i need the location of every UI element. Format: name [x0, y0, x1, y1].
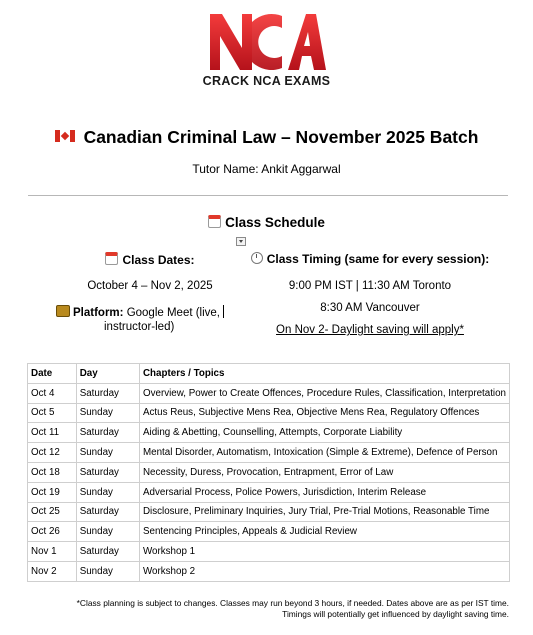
cell-day: Saturday — [76, 423, 139, 443]
cell-date: Oct 26 — [28, 522, 77, 542]
cell-date: Oct 4 — [28, 383, 77, 403]
calendar-icon — [208, 215, 221, 228]
cell-day: Saturday — [76, 383, 139, 403]
column-header-topics: Chapters / Topics — [139, 364, 509, 384]
column-header-day: Day — [76, 364, 139, 384]
platform-value-line-1: Google Meet (live, — [126, 307, 221, 319]
table-row — [28, 443, 510, 463]
class-dates-value: October 4 – Nov 2, 2025 — [87, 280, 213, 292]
cell-day: Sunday — [76, 482, 139, 502]
tutor-name: Tutor Name: Ankit Aggarwal — [192, 162, 341, 176]
footnote-line-2: Timings will potentially get influenced by daylight saving time. — [282, 609, 509, 619]
class-timing-heading-text: Class Timing (same for every session): — [266, 252, 490, 266]
cell-day: Saturday — [76, 502, 139, 522]
class-dates-heading-text: Class Dates: — [122, 253, 195, 267]
brand-logo — [0, 10, 533, 102]
footnote — [29, 598, 509, 620]
table-row — [28, 542, 510, 562]
cell-day: Sunday — [76, 522, 139, 542]
cell-day: Sunday — [76, 403, 139, 423]
table-row — [28, 502, 510, 522]
daylight-saving-note: On Nov 2- Daylight saving will apply* — [276, 324, 464, 336]
table-row — [28, 561, 510, 581]
table-row — [28, 403, 510, 423]
text-cursor — [223, 305, 224, 318]
cell-day: Sunday — [76, 443, 139, 463]
class-schedule-heading-text: Class Schedule — [225, 215, 325, 230]
table-row — [28, 482, 510, 502]
cell-date: Oct 11 — [28, 423, 77, 443]
cell-topics: Disclosure, Preliminary Inquiries, Jury Trial, Pre-Trial Motions, Reasonable Time — [139, 502, 509, 522]
table-row — [28, 462, 510, 482]
cell-day: Saturday — [76, 542, 139, 562]
cell-date: Nov 1 — [28, 542, 77, 562]
table-row — [28, 383, 510, 403]
timing-line-2: 8:30 AM Vancouver — [320, 302, 420, 314]
chevron-down-icon — [239, 240, 243, 243]
table-row — [28, 423, 510, 443]
platform-value-line-2: instructor-led) — [104, 321, 175, 333]
class-timing-section — [250, 252, 490, 336]
cell-topics: Aiding & Abetting, Counselling, Attempts, Corporate Liability — [139, 423, 509, 443]
desktop-computer-icon — [56, 305, 70, 317]
class-timing-heading — [250, 252, 490, 266]
chip-dropdown-button[interactable] — [236, 237, 246, 246]
platform-label: Platform: — [73, 307, 124, 319]
cell-topics: Sentencing Principles, Appeals & Judicial Review — [139, 522, 509, 542]
cell-date: Oct 12 — [28, 443, 77, 463]
table-header-row — [28, 364, 510, 384]
column-header-date: Date — [28, 364, 77, 384]
cell-date: Oct 18 — [28, 462, 77, 482]
nca-logo-icon — [208, 10, 326, 72]
cell-day: Saturday — [76, 462, 139, 482]
cell-day: Sunday — [76, 561, 139, 581]
cell-topics: Workshop 2 — [139, 561, 509, 581]
class-schedule-heading — [0, 215, 533, 230]
class-dates-section — [50, 252, 250, 292]
cell-topics: Necessity, Duress, Provocation, Entrapment, Error of Law — [139, 462, 509, 482]
horizontal-divider — [28, 195, 508, 196]
timing-line-1: 9:00 PM IST | 11:30 AM Toronto — [288, 280, 452, 292]
class-dates-heading — [50, 252, 250, 267]
cell-topics: Adversarial Process, Police Powers, Jurisdiction, Interim Release — [139, 482, 509, 502]
table-row — [28, 522, 510, 542]
title-text: Canadian Criminal Law – November 2025 Batch — [83, 127, 479, 147]
cell-topics: Workshop 1 — [139, 542, 509, 562]
cell-topics: Actus Reus, Subjective Mens Rea, Objective Mens Rea, Regulatory Offences — [139, 403, 509, 423]
platform-info — [56, 305, 256, 334]
footnote-line-1: *Class planning is subject to changes. Classes may run beyond 3 hours, if needed. Dates above are as per IST time. — [76, 598, 509, 608]
cell-date: Oct 5 — [28, 403, 77, 423]
cell-date: Nov 2 — [28, 561, 77, 581]
cell-date: Oct 19 — [28, 482, 77, 502]
logo-text: CRACK NCA EXAMS — [202, 74, 331, 88]
cell-date: Oct 25 — [28, 502, 77, 522]
schedule-table — [27, 363, 510, 582]
canada-flag-icon — [55, 130, 75, 142]
clock-icon — [251, 252, 263, 264]
calendar-icon — [105, 252, 118, 265]
cell-topics: Mental Disorder, Automatism, Intoxication (Simple & Extreme), Defence of Person — [139, 443, 509, 463]
cell-topics: Overview, Power to Create Offences, Procedure Rules, Classification, Interpretation — [139, 383, 509, 403]
page-title — [0, 127, 533, 148]
